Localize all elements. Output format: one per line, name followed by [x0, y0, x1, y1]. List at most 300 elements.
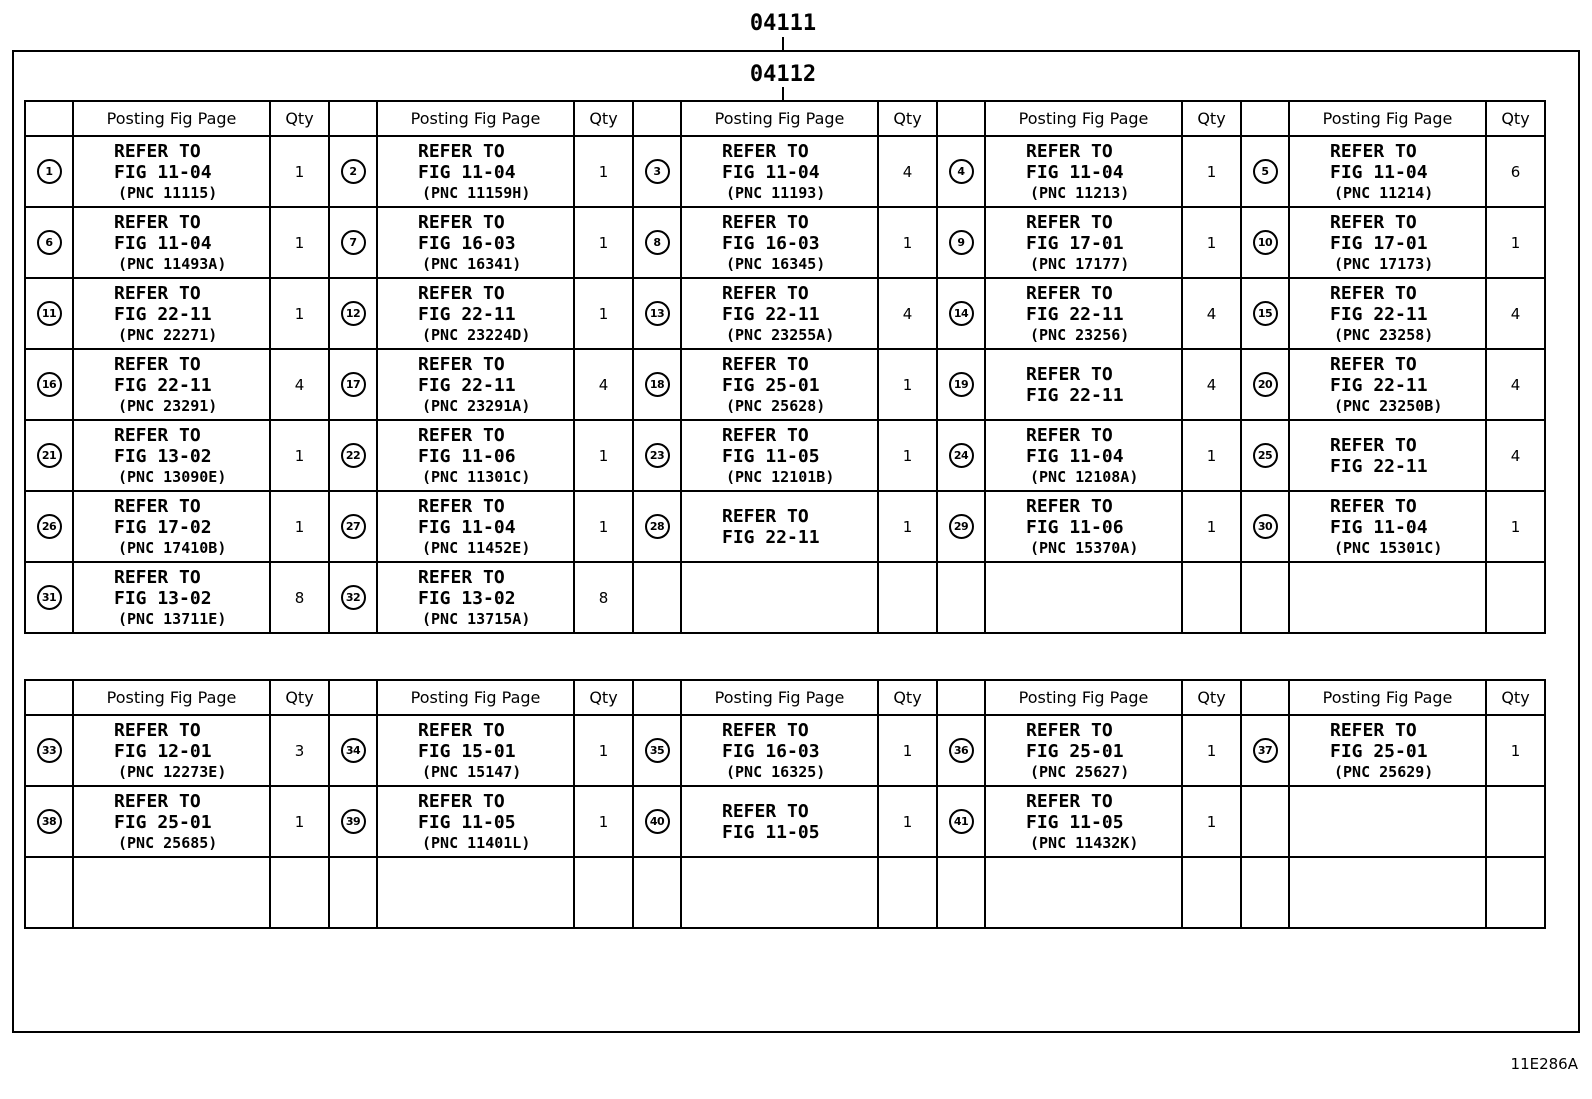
posting-fig-page-cell: [1289, 278, 1486, 349]
item-number-cell: [25, 278, 73, 349]
pnc-code: (PNC 11159H): [422, 183, 531, 202]
posting-fig-page-cell: [681, 207, 878, 278]
posting-fig-page-cell: [73, 207, 270, 278]
qty-cell: 4: [574, 349, 633, 420]
item-number-cell: [1241, 136, 1289, 207]
pnc-code: (PNC 12273E): [118, 762, 227, 781]
posting-fig-page-cell: [377, 278, 574, 349]
header-blank-cell: [25, 101, 73, 136]
item-number-circle: 12: [341, 301, 366, 326]
qty-cell: 6: [1486, 136, 1545, 207]
qty-cell: 1: [574, 420, 633, 491]
figure-reference: FIG 11-04: [722, 161, 820, 183]
table-row: [25, 491, 1545, 562]
qty-cell: 1: [1182, 786, 1241, 857]
header-qty: Qty: [878, 101, 937, 136]
item-number-circle: 10: [1253, 230, 1278, 255]
item-number-cell: [633, 136, 681, 207]
qty-cell: 1: [878, 420, 937, 491]
pnc-code: (PNC 13715A): [422, 609, 531, 628]
pnc-code: (PNC 17410B): [118, 538, 227, 557]
posting-fig-page-cell: [377, 420, 574, 491]
header-blank-cell: [329, 680, 377, 715]
parts-reference-table-1: [24, 100, 1546, 634]
pnc-code: (PNC 22271): [118, 325, 218, 344]
refer-to-text: REFER TO: [722, 140, 809, 162]
refer-to-text: REFER TO: [1330, 282, 1417, 304]
top-code-leader: [782, 37, 784, 51]
figure-reference: FIG 22-11: [418, 374, 516, 396]
figure-reference: FIG 22-11: [114, 374, 212, 396]
refer-to-text: REFER TO: [418, 719, 505, 741]
item-number-cell: [633, 278, 681, 349]
posting-fig-page-cell: [1289, 786, 1486, 857]
qty-cell: 1: [1486, 207, 1545, 278]
refer-to-text: REFER TO: [722, 800, 809, 822]
qty-cell: 8: [574, 562, 633, 633]
header-posting-fig-page: Posting Fig Page: [681, 680, 878, 715]
pnc-code: (PNC 11432K): [1030, 833, 1139, 852]
qty-cell: 1: [1182, 207, 1241, 278]
item-number-cell: [633, 562, 681, 633]
qty-cell: 1: [1182, 491, 1241, 562]
parts-reference-table-2: [24, 679, 1546, 929]
posting-fig-page-cell: [73, 420, 270, 491]
refer-to-text: REFER TO: [114, 424, 201, 446]
pnc-code: (PNC 16341): [422, 254, 522, 273]
qty-cell: 1: [574, 136, 633, 207]
item-number-cell: [329, 207, 377, 278]
pnc-code: (PNC 11193): [726, 183, 826, 202]
posting-fig-page-cell: [1289, 491, 1486, 562]
table-row: [25, 562, 1545, 633]
pnc-code: (PNC 12108A): [1030, 467, 1139, 486]
header-qty: Qty: [1486, 680, 1545, 715]
item-number-circle: 32: [341, 585, 366, 610]
pnc-code: (PNC 25628): [726, 396, 826, 415]
item-number-cell: [1241, 786, 1289, 857]
item-number-cell: [1241, 715, 1289, 786]
posting-fig-page-cell: [377, 715, 574, 786]
figure-reference: FIG 22-11: [1330, 374, 1428, 396]
item-number-circle: 14: [949, 301, 974, 326]
item-number-cell: [937, 136, 985, 207]
header-blank-cell: [633, 101, 681, 136]
item-number-circle: 23: [645, 443, 670, 468]
figure-reference: FIG 22-11: [722, 526, 820, 548]
header-qty: Qty: [1182, 101, 1241, 136]
table-row: [25, 349, 1545, 420]
figure-reference: FIG 11-05: [722, 445, 820, 467]
figure-reference: FIG 13-02: [114, 445, 212, 467]
item-number-circle: 36: [949, 738, 974, 763]
table-row: [25, 207, 1545, 278]
item-number-cell: [937, 786, 985, 857]
header-qty: Qty: [574, 101, 633, 136]
posting-fig-page-cell: [985, 715, 1182, 786]
posting-fig-page-cell: [1289, 349, 1486, 420]
refer-to-text: REFER TO: [418, 140, 505, 162]
figure-reference: FIG 11-04: [1330, 516, 1428, 538]
header-blank-cell: [329, 101, 377, 136]
refer-to-text: REFER TO: [418, 566, 505, 588]
pnc-code: (PNC 23258): [1334, 325, 1434, 344]
qty-cell: 1: [574, 491, 633, 562]
refer-to-text: REFER TO: [114, 790, 201, 812]
qty-cell: 4: [1486, 349, 1545, 420]
item-number-cell: [937, 857, 985, 928]
pnc-code: (PNC 23256): [1030, 325, 1130, 344]
item-number-cell: [329, 857, 377, 928]
posting-fig-page-cell: [377, 562, 574, 633]
table-row: [25, 420, 1545, 491]
item-number-cell: [25, 349, 73, 420]
qty-cell: 4: [1182, 278, 1241, 349]
item-number-circle: 25: [1253, 443, 1278, 468]
item-number-circle: 16: [37, 372, 62, 397]
figure-reference: FIG 13-02: [114, 587, 212, 609]
qty-cell: 1: [574, 278, 633, 349]
header-posting-fig-page: Posting Fig Page: [377, 101, 574, 136]
table-row: [25, 857, 1545, 928]
pnc-code: (PNC 23255A): [726, 325, 835, 344]
item-number-circle: 29: [949, 514, 974, 539]
header-posting-fig-page: Posting Fig Page: [1289, 101, 1486, 136]
posting-fig-page-cell: [985, 786, 1182, 857]
item-number-cell: [937, 349, 985, 420]
table-row: [25, 278, 1545, 349]
figure-reference: FIG 11-04: [418, 516, 516, 538]
item-number-cell: [633, 857, 681, 928]
figure-reference: FIG 11-06: [1026, 516, 1124, 538]
header-blank-cell: [25, 680, 73, 715]
item-number-cell: [633, 420, 681, 491]
pnc-code: (PNC 23291A): [422, 396, 531, 415]
item-number-cell: [1241, 562, 1289, 633]
pnc-code: (PNC 11493A): [118, 254, 227, 273]
item-number-circle: 15: [1253, 301, 1278, 326]
item-number-cell: [633, 207, 681, 278]
refer-to-text: REFER TO: [722, 353, 809, 375]
header-qty: Qty: [270, 680, 329, 715]
refer-to-text: REFER TO: [418, 424, 505, 446]
item-number-cell: [937, 278, 985, 349]
pnc-code: (PNC 11115): [118, 183, 218, 202]
header-qty: Qty: [270, 101, 329, 136]
item-number-circle: 21: [37, 443, 62, 468]
item-number-circle: 9: [949, 230, 974, 255]
table-row: [25, 786, 1545, 857]
refer-to-text: REFER TO: [1026, 495, 1113, 517]
item-number-cell: [329, 420, 377, 491]
qty-cell: [1486, 786, 1545, 857]
figure-reference: FIG 25-01: [114, 811, 212, 833]
header-posting-fig-page: Posting Fig Page: [985, 680, 1182, 715]
qty-cell: 1: [270, 420, 329, 491]
pnc-code: (PNC 25627): [1030, 762, 1130, 781]
item-number-circle: 30: [1253, 514, 1278, 539]
refer-to-text: REFER TO: [114, 140, 201, 162]
item-number-cell: [329, 562, 377, 633]
refer-to-text: REFER TO: [1026, 211, 1113, 233]
refer-to-text: REFER TO: [1026, 282, 1113, 304]
item-number-circle: 8: [645, 230, 670, 255]
qty-cell: [878, 857, 937, 928]
pnc-code: (PNC 11213): [1030, 183, 1130, 202]
pnc-code: (PNC 16345): [726, 254, 826, 273]
qty-cell: 1: [878, 786, 937, 857]
refer-to-text: REFER TO: [1026, 790, 1113, 812]
refer-to-text: REFER TO: [1330, 434, 1417, 456]
item-number-cell: [633, 786, 681, 857]
posting-fig-page-cell: [377, 349, 574, 420]
pnc-code: (PNC 11214): [1334, 183, 1434, 202]
item-number-cell: [937, 715, 985, 786]
figure-reference: FIG 22-11: [722, 303, 820, 325]
figure-reference: FIG 11-06: [418, 445, 516, 467]
posting-fig-page-cell: [1289, 207, 1486, 278]
pnc-code: (PNC 17173): [1334, 254, 1434, 273]
figure-reference: FIG 25-01: [1026, 740, 1124, 762]
posting-fig-page-cell: [377, 857, 574, 928]
posting-fig-page-cell: [73, 562, 270, 633]
posting-fig-page-cell: [73, 491, 270, 562]
posting-fig-page-cell: [681, 491, 878, 562]
figure-reference: FIG 16-03: [722, 740, 820, 762]
figure-reference: FIG 11-04: [418, 161, 516, 183]
figure-reference: FIG 11-05: [418, 811, 516, 833]
qty-cell: 1: [574, 715, 633, 786]
posting-fig-page-cell: [985, 491, 1182, 562]
figure-reference: FIG 11-04: [1026, 161, 1124, 183]
posting-fig-page-cell: [985, 562, 1182, 633]
qty-cell: 4: [270, 349, 329, 420]
item-number-cell: [329, 786, 377, 857]
item-number-circle: 26: [37, 514, 62, 539]
qty-cell: [1486, 857, 1545, 928]
drawing-id: 11E286A: [1510, 1055, 1578, 1073]
item-number-cell: [1241, 420, 1289, 491]
pnc-code: (PNC 11401L): [422, 833, 531, 852]
item-number-cell: [1241, 349, 1289, 420]
qty-cell: 3: [270, 715, 329, 786]
figure-reference: FIG 17-02: [114, 516, 212, 538]
item-number-circle: 27: [341, 514, 366, 539]
posting-fig-page-cell: [377, 207, 574, 278]
posting-fig-page-cell: [73, 349, 270, 420]
figure-reference: FIG 11-04: [114, 232, 212, 254]
figure-reference: FIG 11-04: [114, 161, 212, 183]
header-posting-fig-page: Posting Fig Page: [985, 101, 1182, 136]
posting-fig-page-cell: [73, 136, 270, 207]
refer-to-text: REFER TO: [722, 505, 809, 527]
pnc-code: (PNC 11301C): [422, 467, 531, 486]
header-posting-fig-page: Posting Fig Page: [1289, 680, 1486, 715]
posting-fig-page-cell: [377, 786, 574, 857]
figure-reference: FIG 22-11: [114, 303, 212, 325]
item-number-circle: 13: [645, 301, 670, 326]
refer-to-text: REFER TO: [114, 566, 201, 588]
pnc-code: (PNC 23224D): [422, 325, 531, 344]
figure-reference: FIG 11-04: [1026, 445, 1124, 467]
qty-cell: 1: [878, 715, 937, 786]
item-number-cell: [937, 207, 985, 278]
qty-cell: 1: [270, 207, 329, 278]
figure-reference: FIG 22-11: [1026, 384, 1124, 406]
posting-fig-page-cell: [73, 715, 270, 786]
item-number-circle: 4: [949, 159, 974, 184]
posting-fig-page-cell: [73, 857, 270, 928]
item-number-cell: [25, 857, 73, 928]
item-number-circle: 28: [645, 514, 670, 539]
pnc-code: (PNC 15147): [422, 762, 522, 781]
pnc-code: (PNC 12101B): [726, 467, 835, 486]
qty-cell: 1: [270, 136, 329, 207]
figure-reference: FIG 13-02: [418, 587, 516, 609]
qty-cell: 1: [270, 278, 329, 349]
item-number-circle: 17: [341, 372, 366, 397]
qty-cell: 1: [1182, 420, 1241, 491]
header-qty: Qty: [878, 680, 937, 715]
figure-reference: FIG 11-05: [722, 821, 820, 843]
item-number-cell: [1241, 491, 1289, 562]
posting-fig-page-cell: [985, 349, 1182, 420]
posting-fig-page-cell: [985, 857, 1182, 928]
qty-cell: 1: [1486, 715, 1545, 786]
qty-cell: 4: [1486, 278, 1545, 349]
inner-assembly-code: 04112: [749, 62, 817, 87]
figure-reference: FIG 12-01: [114, 740, 212, 762]
header-posting-fig-page: Posting Fig Page: [377, 680, 574, 715]
item-number-cell: [937, 420, 985, 491]
item-number-circle: 7: [341, 230, 366, 255]
qty-cell: 1: [1486, 491, 1545, 562]
figure-reference: FIG 22-11: [418, 303, 516, 325]
refer-to-text: REFER TO: [418, 790, 505, 812]
pnc-code: (PNC 15301C): [1334, 538, 1443, 557]
pnc-code: (PNC 16325): [726, 762, 826, 781]
item-number-cell: [25, 562, 73, 633]
qty-cell: 4: [878, 278, 937, 349]
table-row: [25, 136, 1545, 207]
top-assembly-code: 04111: [749, 11, 817, 36]
refer-to-text: REFER TO: [722, 424, 809, 446]
posting-fig-page-cell: [1289, 562, 1486, 633]
item-number-cell: [937, 491, 985, 562]
item-number-cell: [25, 786, 73, 857]
pnc-code: (PNC 23291): [118, 396, 218, 415]
refer-to-text: REFER TO: [1330, 140, 1417, 162]
item-number-circle: 22: [341, 443, 366, 468]
refer-to-text: REFER TO: [1026, 424, 1113, 446]
refer-to-text: REFER TO: [114, 353, 201, 375]
item-number-cell: [633, 715, 681, 786]
figure-reference: FIG 15-01: [418, 740, 516, 762]
pnc-code: (PNC 25685): [118, 833, 218, 852]
qty-cell: [1182, 857, 1241, 928]
figure-reference: FIG 25-01: [722, 374, 820, 396]
qty-cell: 4: [1486, 420, 1545, 491]
posting-fig-page-cell: [985, 136, 1182, 207]
refer-to-text: REFER TO: [418, 211, 505, 233]
qty-cell: 1: [270, 786, 329, 857]
table-row: [25, 715, 1545, 786]
pnc-code: (PNC 11452E): [422, 538, 531, 557]
header-blank-cell: [1241, 680, 1289, 715]
item-number-circle: 39: [341, 809, 366, 834]
item-number-cell: [1241, 857, 1289, 928]
item-number-cell: [329, 349, 377, 420]
item-number-cell: [329, 136, 377, 207]
header-row: [25, 680, 1545, 715]
figure-reference: FIG 11-05: [1026, 811, 1124, 833]
qty-cell: [878, 562, 937, 633]
refer-to-text: REFER TO: [114, 719, 201, 741]
item-number-circle: 38: [37, 809, 62, 834]
posting-fig-page-cell: [681, 857, 878, 928]
item-number-circle: 6: [37, 230, 62, 255]
item-number-circle: 19: [949, 372, 974, 397]
item-number-circle: 31: [37, 585, 62, 610]
header-qty: Qty: [1182, 680, 1241, 715]
figure-reference: FIG 22-11: [1026, 303, 1124, 325]
figure-reference: FIG 17-01: [1330, 232, 1428, 254]
pnc-code: (PNC 13711E): [118, 609, 227, 628]
item-number-circle: 2: [341, 159, 366, 184]
qty-cell: 1: [270, 491, 329, 562]
refer-to-text: REFER TO: [418, 282, 505, 304]
item-number-circle: 5: [1253, 159, 1278, 184]
item-number-cell: [25, 420, 73, 491]
posting-fig-page-cell: [1289, 857, 1486, 928]
item-number-cell: [25, 491, 73, 562]
item-number-cell: [25, 207, 73, 278]
posting-fig-page-cell: [985, 207, 1182, 278]
qty-cell: 1: [878, 207, 937, 278]
header-blank-cell: [937, 101, 985, 136]
item-number-cell: [1241, 207, 1289, 278]
qty-cell: 4: [1182, 349, 1241, 420]
item-number-circle: 34: [341, 738, 366, 763]
refer-to-text: REFER TO: [114, 282, 201, 304]
qty-cell: 1: [574, 207, 633, 278]
refer-to-text: REFER TO: [1026, 363, 1113, 385]
header-posting-fig-page: Posting Fig Page: [681, 101, 878, 136]
figure-reference: FIG 16-03: [418, 232, 516, 254]
posting-fig-page-cell: [377, 491, 574, 562]
header-blank-cell: [937, 680, 985, 715]
posting-fig-page-cell: [681, 420, 878, 491]
item-number-cell: [25, 136, 73, 207]
figure-reference: FIG 16-03: [722, 232, 820, 254]
qty-cell: 1: [574, 786, 633, 857]
refer-to-text: REFER TO: [1026, 719, 1113, 741]
qty-cell: [1182, 562, 1241, 633]
figure-reference: FIG 25-01: [1330, 740, 1428, 762]
item-number-cell: [329, 491, 377, 562]
item-number-cell: [937, 562, 985, 633]
qty-cell: 1: [1182, 136, 1241, 207]
item-number-circle: 24: [949, 443, 974, 468]
refer-to-text: REFER TO: [418, 353, 505, 375]
item-number-circle: 35: [645, 738, 670, 763]
refer-to-text: REFER TO: [722, 211, 809, 233]
item-number-circle: 3: [645, 159, 670, 184]
pnc-code: (PNC 25629): [1334, 762, 1434, 781]
posting-fig-page-cell: [1289, 136, 1486, 207]
refer-to-text: REFER TO: [1330, 211, 1417, 233]
refer-to-text: REFER TO: [1330, 495, 1417, 517]
